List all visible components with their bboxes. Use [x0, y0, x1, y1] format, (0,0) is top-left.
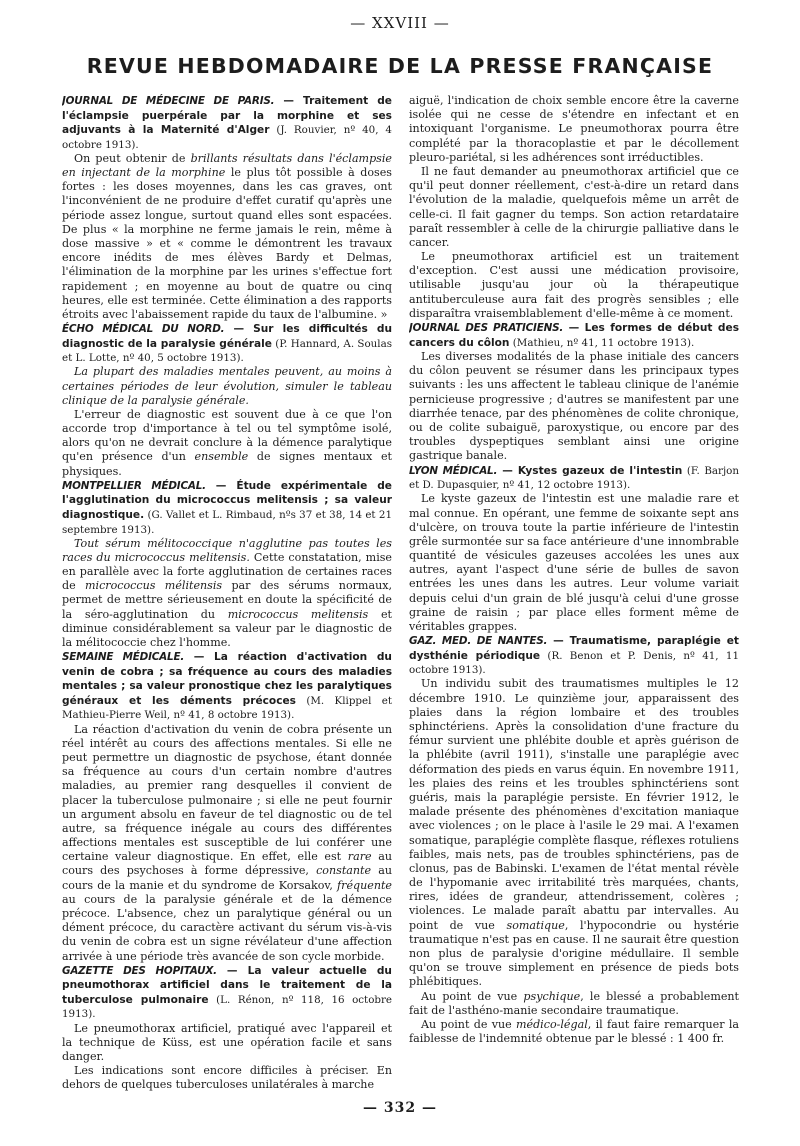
journal-name: GAZETTE DES HOPITAUX.	[62, 964, 217, 977]
text-run: Un individu subit des traumatismes multiples le 12 décembre 1910. Le quinzième jour, apparaissent des plaies dans la région lombaire et des troubles sphinctériens. Après la consolidation d'une fracture du fémur survient une phlébite double et après guérison de la phlébite (avril 1911), s'installe une paraplégie avec déformation des pieds en varus équin. En novembre 1911, les plaies des reins et les troubles sphinctériens sont guéris, mais la paraplégie persiste. En février 1912, le malade présente des phénomènes d'excitation maniaque avec violences ; on le place à l'asile le 29 mai. A l'examen somatique, paraplégie complète flasque, réflexes rotuliens faibles, mais nets, pas de troubles sphinctériens, pas de clonus, pas de Babinski. L'examen de l'état mental révèle de l'hypomanie avec irritabilité très marquées, chants, rires, idées de grandeur, attendrissement, colères ; violences. Le malade paraît abattu par intervalles. Au point de vue	[409, 677, 739, 932]
italic-run: Tout sérum mélitococcique n'agglutine pas toutes les races du micrococcus melitensis.	[62, 536, 392, 564]
article-title: Traitement de l'éclampsie puerpérale par la morphine et ses adjuvants à la Maternité d'Alger	[62, 95, 392, 137]
article-dash: —	[497, 464, 518, 477]
article-source: (L. Rénon, nº 118, 16 octobre 1913).	[62, 993, 392, 1021]
article-title: La valeur actuelle du pneumothorax artificiel dans le traitement de la tuberculose pulmonaire	[62, 964, 392, 1006]
article-paragraph	[409, 990, 739, 1018]
masthead-title: REVUE HEBDOMADAIRE DE LA PRESSE FRANÇAISE	[86, 54, 714, 78]
article-title: La réaction d'activation du venin de cobra ; sa fréquence au cours des maladies mentales ; sa valeur pronostique chez les paralytiques généraux et les déments précoces	[62, 651, 392, 707]
text-run: La réaction d'activation du venin de cobra présente un réel intérêt au cours des affections mentales. Si elle ne peut permettre un diagnostic de psychose, étant donnée sa fréquence au cours d'un certain nombre d'autres maladies, au premier rang desquelles il convient de placer la tuberculose pulmonaire ; si elle ne peut fournir un argument absolu en faveur de tel diagnostic ou de tel autre, sa fréquence inégale au cours des différentes affections mentales est susceptible de lui conférer une certaine valeur diagnostique. En effet, elle est	[62, 722, 392, 864]
left-column	[62, 94, 392, 1094]
text-run: au cours de la paralysie générale et de la démence précoce. L'absence, chez un paralytique général ou un dément précoce, du caractère activant du sérum vis-à-vis du venin de cobra est un signe révélateur d'une affection arrivée à une période très avancée de son cycle morbide.	[62, 892, 392, 963]
italic-run: micrococcus melitensis	[227, 607, 369, 621]
article-gazette-hopitaux	[62, 964, 392, 1022]
italic-run: constante	[316, 864, 372, 878]
article-journal-medecine-paris	[62, 94, 392, 152]
journal-name: GAZ. MED. DE NANTES.	[409, 635, 548, 648]
journal-name: JOURNAL DES PRATICIENS.	[409, 322, 564, 334]
article-lyon-medical	[409, 464, 739, 493]
article-paragraph: Les diverses modalités de la phase initiale des cancers du côlon peuvent se résumer dans les principaux types suivants : les uns affectent le tableau clinique de l'anémie pernicieuse progressive ; d'autres se manifestent par une diarrhée tenace, par des phénomènes de colite chronique, ou de colite subaiguë, paroxystique, ou encore par des troubles dyspeptiques semblant ainsi une origine gastrique banale.	[409, 350, 739, 463]
article-title: Sur les difficultés du diagnostic de la paralysie générale	[62, 323, 392, 350]
italic-run: somatique	[506, 918, 565, 932]
article-paragraph	[409, 677, 739, 989]
article-source: (M. Klippel et Mathieu-Pierre Weil, nº 41, 8 octobre 1913).	[62, 694, 392, 722]
italic-run: brillants résultats dans l'éclampsie en injectant de la morphine	[62, 151, 392, 180]
article-paragraph: Il ne faut demander au pneumothorax artificiel que ce qu'il peut donner réellement, c'est-à-dire un retard dans l'évolution de la maladie, quelquefois même un arrêt de celle-ci. Il fait gagner du temps. Son action retardataire paraît ressembler à celle de la chirurgie palliative dans le cancer.	[409, 164, 739, 249]
article-title: Traumatisme, paraplégie et dysthénie périodique	[409, 635, 739, 662]
article-paragraph	[62, 152, 392, 322]
article-source: (G. Vallet et L. Rimbaud, nºs 37 et 38, 14 et 21 septembre 1913).	[62, 508, 392, 536]
article-paragraph	[62, 537, 392, 651]
text-run: par des sérums normaux, permet de mettre sérieusement en doute la spécificité de la séro-agglutination du	[62, 579, 392, 621]
article-paragraph: Le pneumothorax artificiel, pratiqué avec l'appareil et la technique de Küss, est une opération facile et sans danger.	[62, 1021, 392, 1063]
article-semaine-medicale	[62, 650, 392, 722]
article-paragraph: Le pneumothorax artificiel est un traitement d'exception. C'est aussi une médication provisoire, utilisable jusqu'au jour où la thérapeutique antituberculeuse aura fait des progrès sensibles ; elle disparaîtra vraisemblablement d'elle-même à ce moment.	[409, 250, 739, 320]
article-lead-italic: La plupart des maladies mentales peuvent, au moins à certaines périodes de leur évolution, simuler le tableau clinique de la paralysie générale.	[62, 365, 392, 407]
journal-name: LYON MÉDICAL.	[409, 464, 498, 477]
article-paragraph-continued: aiguë, l'indication de choix semble encore être la caverne isolée qui ne cesse de s'étendre en infectant et en intoxiquant l'organisme. Le pneumothorax pourra être complété par la thoracoplastie et par le décollement pleuro-pariétal, si les adhérences sont irréductibles.	[409, 94, 739, 164]
text-run: , le blessé a probablement fait de l'asthéno-manie secondaire traumatique.	[409, 989, 739, 1017]
italic-run: ensemble	[194, 450, 249, 464]
italic-run: rare	[347, 850, 372, 864]
italic-run: psychique	[523, 989, 581, 1003]
text-run: au cours de la manie et du syndrome de Korsakov,	[62, 864, 392, 892]
journal-name: MONTPELLIER MÉDICAL.	[62, 479, 206, 492]
text-run: Au point de vue	[421, 989, 524, 1003]
article-source: (J. Rouvier, nº 40, 4 octobre 1913).	[62, 124, 392, 151]
article-source: (F. Barjon et D. Dupasquier, nº 41, 12 octobre 1913).	[409, 464, 739, 492]
article-source: (Mathieu, nº 41, 11 octobre 1913).	[509, 336, 695, 349]
text-run: Au point de vue	[421, 1017, 516, 1031]
article-source: (P. Hannard, A. Soulas et L. Lotte, nº 40, 5 octobre 1913).	[62, 337, 392, 365]
article-dash: —	[224, 323, 254, 336]
article-echo-medical-nord	[62, 322, 392, 365]
article-title: Étude expérimentale de l'agglutination du micrococcus melitensis ; sa valeur diagnostique.	[62, 479, 392, 521]
text-run: au cours des psychoses à forme dépressive,	[62, 850, 392, 878]
journal-name: SEMAINE MÉDICALE.	[62, 651, 185, 664]
italic-run: micrococcus mélitensis	[85, 579, 223, 593]
article-dash: —	[205, 479, 237, 492]
text-run: On peut obtenir de	[74, 151, 191, 165]
article-dash: —	[563, 322, 585, 334]
right-column	[409, 94, 739, 1094]
article-paragraph	[409, 1018, 739, 1046]
page-number: — 332 —	[363, 1100, 437, 1116]
article-title: Les formes de début des cancers du côlon	[409, 322, 739, 349]
text-run: L'erreur de diagnostic est souvent due à ce que l'on accorde trop d'importance à tel ou tel symptôme isolé, alors qu'on ne devrait conclure à la démence paralytique qu'en présence d'un	[62, 407, 392, 464]
article-paragraph	[62, 723, 392, 964]
italic-run: médico-légal	[516, 1017, 588, 1031]
article-montpellier-medical	[62, 479, 392, 537]
article-dash: —	[184, 651, 215, 664]
text-run: , il faut faire remarquer la faiblesse de l'indemnité obtenue par le blessé : 1 400 fr.	[409, 1017, 739, 1046]
article-dash: —	[547, 635, 570, 648]
folio-roman: — XXVIII —	[350, 14, 450, 32]
text-run: le plus tôt possible à doses fortes : les doses moyennes, dans les cas graves, ont l'inconvénient de ne produire d'effet curatif qu'après une période assez longue, surtout quand elles sont espacées. De plus « la morphine ne ferme jamais le rein, même à dose massive » et « comme le démontrent les travaux encore inédits de mes élèves Bardy et Delmas, l'élimination de la morphine par les urines s'effectue fort rapidement ; en moyenne au bout de quatre ou cinq heures, elle est terminée. Cette élimination a des rapports étroits avec l'abaissement rapide du taux de l'albumine. »	[62, 166, 392, 321]
article-paragraph	[62, 408, 392, 479]
article-journal-praticiens	[409, 321, 739, 350]
journal-name: ÉCHO MÉDICAL DU NORD.	[62, 323, 225, 336]
italic-run: fréquente	[337, 878, 392, 892]
text-run: , l'hypocondrie ou hystérie traumatique n'est pas en cause. Il ne saurait être question non plus de paralysie d'origine médullaire. Il semble qu'on se trouve simplement en présence de pieds bots phlébitiques.	[409, 918, 739, 989]
text-run: Cette constatation, mise en parallèle avec la forte agglutination de certaines races de	[62, 550, 392, 593]
journal-name: JOURNAL DE MÉDECINE DE PARIS.	[62, 95, 275, 107]
article-title: Kystes gazeux de l'intestin	[517, 464, 683, 477]
text-run: de signes mentaux et physiques.	[62, 450, 392, 478]
article-dash: —	[274, 95, 304, 107]
article-dash: —	[216, 964, 248, 977]
article-source: (R. Benon et P. Denis, nº 41, 11 octobre 1913).	[409, 649, 739, 677]
article-paragraph: Les indications sont encore difficiles à préciser. En dehors de quelques tuberculoses unilatérales à marche	[62, 1064, 392, 1092]
article-gaz-med-nantes	[409, 634, 739, 677]
text-run: et diminue considérablement sa valeur par le diagnostic de la mélitococcie chez l'homme.	[62, 607, 392, 649]
article-paragraph: Le kyste gazeux de l'intestin est une maladie rare et mal connue. En opérant, une femme de soixante sept ans d'ulcère, on trouva toute la partie inférieure de l'intestin grêle surmontée sur sa face antérieure d'une innombrable quantité de vésicules gazeuses accolées les unes aux autres, ayant l'aspect d'une série de bulles de savon entrées les unes dans les autres. Leur volume variait depuis celui d'un grain de blé jusqu'à celui d'une grosse graine de raisin ; par place elles forment même de véritables grappes.	[409, 492, 739, 634]
